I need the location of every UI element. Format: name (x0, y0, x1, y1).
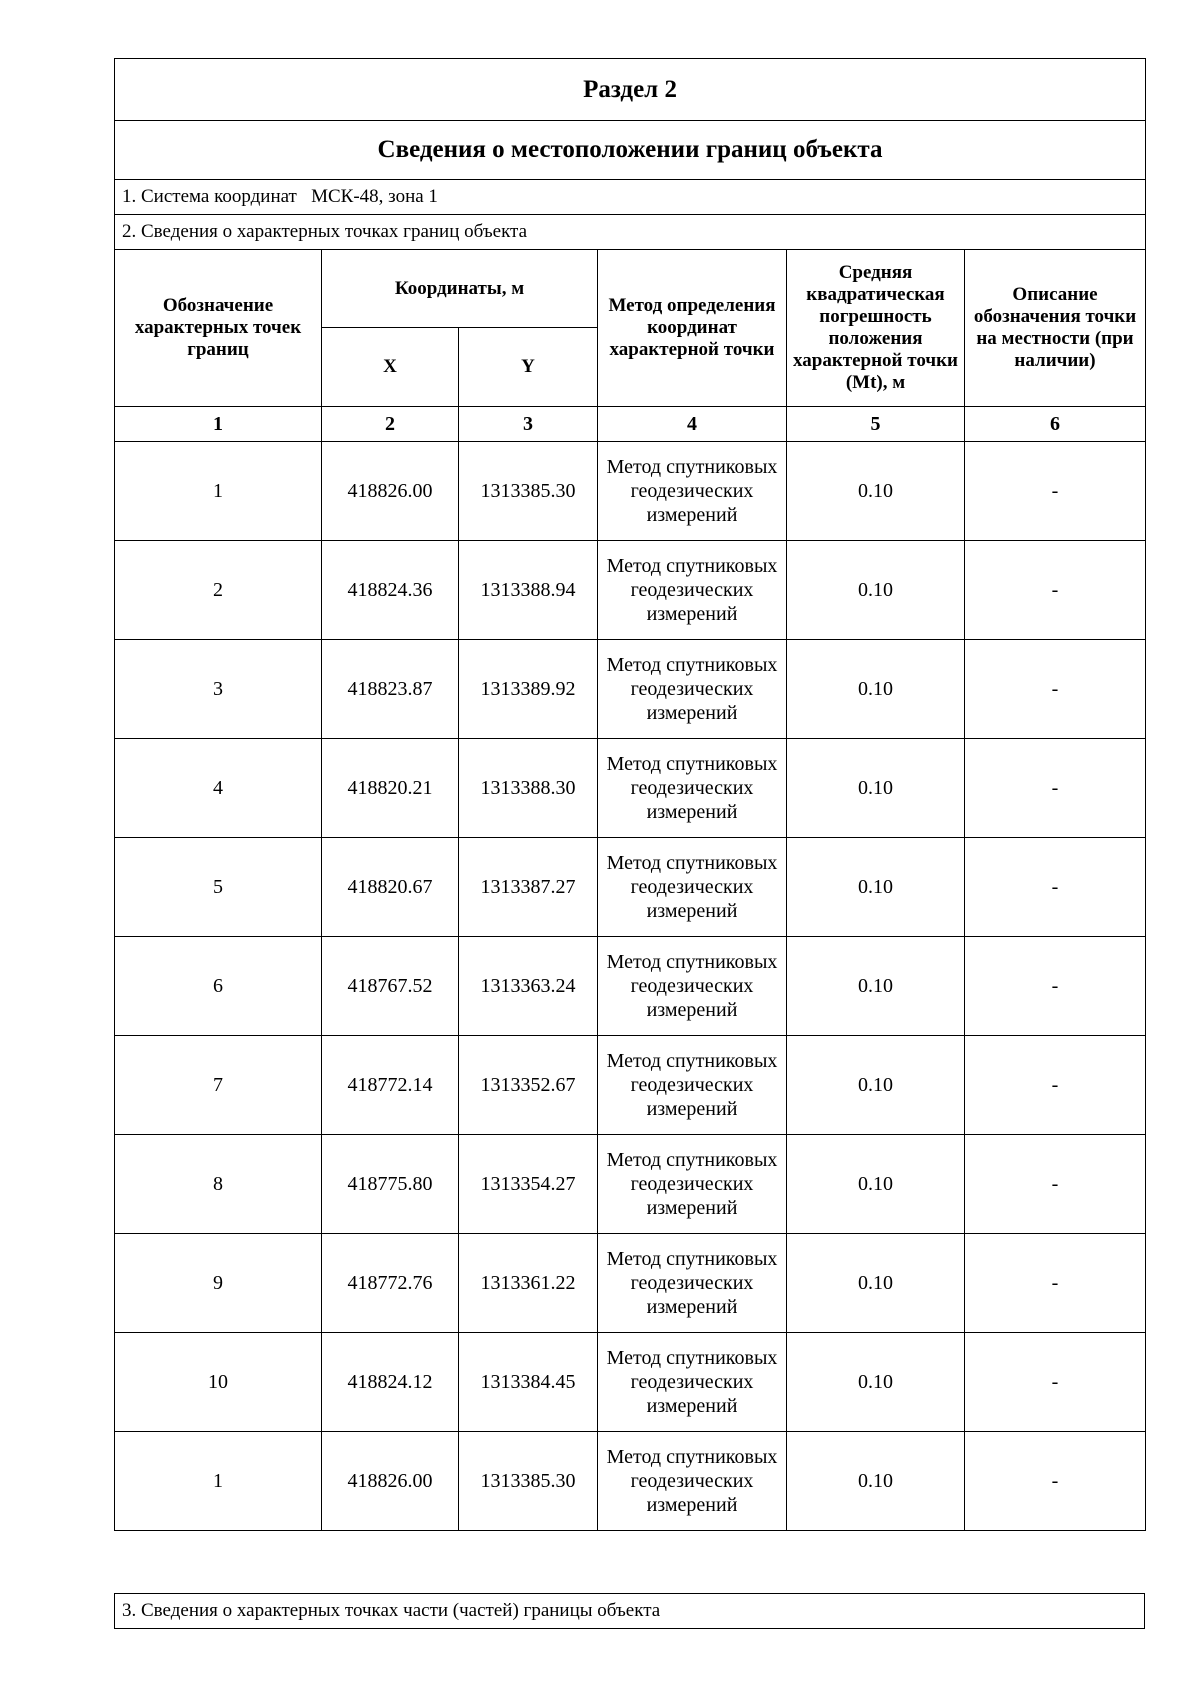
header-y: Y (459, 328, 598, 407)
table-row (115, 739, 1146, 838)
cell-description: - (965, 1036, 1146, 1135)
header-point-designation: Обозначение характерных точек границ (115, 250, 322, 407)
cell-method: Метод спутниковых геодезических измерений (598, 1234, 787, 1333)
cell-y: 1313389.92 (459, 640, 598, 739)
coord-system-row (115, 180, 1146, 215)
cell-x: 418824.36 (322, 541, 459, 640)
cell-description: - (965, 541, 1146, 640)
column-number: 5 (787, 407, 965, 442)
cell-y: 1313352.67 (459, 1036, 598, 1135)
table-row (115, 1333, 1146, 1432)
header-coordinates: Координаты, м (322, 250, 598, 328)
coord-system-value: МСК-48, зона 1 (311, 186, 438, 207)
parts-table (114, 1593, 1145, 1629)
cell-method: Метод спутниковых геодезических измерений (598, 640, 787, 739)
cell-error: 0.10 (787, 1432, 965, 1531)
cell-method: Метод спутниковых геодезических измерений (598, 541, 787, 640)
cell-point: 5 (115, 838, 322, 937)
cell-method: Метод спутниковых геодезических измерений (598, 1432, 787, 1531)
cell-description: - (965, 1432, 1146, 1531)
points-heading: 2. Сведения о характерных точках границ объекта (115, 215, 1146, 250)
column-number: 6 (965, 407, 1146, 442)
column-number: 2 (322, 407, 459, 442)
cell-x: 418775.80 (322, 1135, 459, 1234)
parts-heading: 3. Сведения о характерных точках части (частей) границы объекта (115, 1594, 1145, 1629)
column-number: 4 (598, 407, 787, 442)
cell-method: Метод спутниковых геодезических измерений (598, 838, 787, 937)
cell-method: Метод спутниковых геодезических измерений (598, 937, 787, 1036)
cell-y: 1313387.27 (459, 838, 598, 937)
cell-method: Метод спутниковых геодезических измерений (598, 1036, 787, 1135)
cell-error: 0.10 (787, 442, 965, 541)
table-row (115, 1036, 1146, 1135)
cell-y: 1313361.22 (459, 1234, 598, 1333)
boundary-points-table (114, 58, 1146, 1531)
cell-y: 1313385.30 (459, 1432, 598, 1531)
cell-point: 1 (115, 1432, 322, 1531)
column-number: 1 (115, 407, 322, 442)
coord-system-label: 1. Система координат (122, 186, 297, 207)
cell-error: 0.10 (787, 1135, 965, 1234)
table-row (115, 1135, 1146, 1234)
cell-error: 0.10 (787, 1036, 965, 1135)
table-row (115, 442, 1146, 541)
cell-description: - (965, 937, 1146, 1036)
cell-x: 418767.52 (322, 937, 459, 1036)
table-row (115, 1432, 1146, 1531)
cell-description: - (965, 640, 1146, 739)
cell-point: 9 (115, 1234, 322, 1333)
table-row (115, 937, 1146, 1036)
cell-x: 418772.76 (322, 1234, 459, 1333)
cell-description: - (965, 1333, 1146, 1432)
cell-method: Метод спутниковых геодезических измерений (598, 739, 787, 838)
cell-y: 1313385.30 (459, 442, 598, 541)
column-number: 3 (459, 407, 598, 442)
cell-x: 418826.00 (322, 1432, 459, 1531)
cell-point: 7 (115, 1036, 322, 1135)
cell-point: 4 (115, 739, 322, 838)
cell-description: - (965, 442, 1146, 541)
cell-description: - (965, 1135, 1146, 1234)
table-row (115, 541, 1146, 640)
cell-y: 1313384.45 (459, 1333, 598, 1432)
cell-error: 0.10 (787, 838, 965, 937)
cell-error: 0.10 (787, 640, 965, 739)
column-numbers-row (115, 407, 1146, 442)
header-x: X (322, 328, 459, 407)
cell-error: 0.10 (787, 1333, 965, 1432)
cell-description: - (965, 838, 1146, 937)
table-row (115, 1234, 1146, 1333)
header-error: Средняя квадратическая погрешность положения характерной точки (Mt), м (787, 250, 965, 407)
cell-y: 1313388.30 (459, 739, 598, 838)
cell-description: - (965, 1234, 1146, 1333)
cell-x: 418823.87 (322, 640, 459, 739)
cell-y: 1313388.94 (459, 541, 598, 640)
cell-method: Метод спутниковых геодезических измерений (598, 442, 787, 541)
section-subtitle: Сведения о местоположении границ объекта (115, 121, 1146, 180)
cell-y: 1313363.24 (459, 937, 598, 1036)
cell-point: 10 (115, 1333, 322, 1432)
cell-x: 418820.21 (322, 739, 459, 838)
cell-point: 8 (115, 1135, 322, 1234)
cell-x: 418824.12 (322, 1333, 459, 1432)
table-row (115, 838, 1146, 937)
cell-method: Метод спутниковых геодезических измерений (598, 1333, 787, 1432)
cell-error: 0.10 (787, 937, 965, 1036)
cell-error: 0.10 (787, 739, 965, 838)
cell-method: Метод спутниковых геодезических измерений (598, 1135, 787, 1234)
cell-x: 418826.00 (322, 442, 459, 541)
section-title: Раздел 2 (115, 59, 1146, 121)
cell-point: 1 (115, 442, 322, 541)
cell-error: 0.10 (787, 541, 965, 640)
cell-point: 3 (115, 640, 322, 739)
cell-point: 2 (115, 541, 322, 640)
header-method: Метод определения координат характерной точки (598, 250, 787, 407)
cell-error: 0.10 (787, 1234, 965, 1333)
cell-point: 6 (115, 937, 322, 1036)
cell-x: 418820.67 (322, 838, 459, 937)
cell-description: - (965, 739, 1146, 838)
header-description: Описание обозначения точки на местности (при наличии) (965, 250, 1146, 407)
table-row (115, 640, 1146, 739)
cell-y: 1313354.27 (459, 1135, 598, 1234)
cell-x: 418772.14 (322, 1036, 459, 1135)
